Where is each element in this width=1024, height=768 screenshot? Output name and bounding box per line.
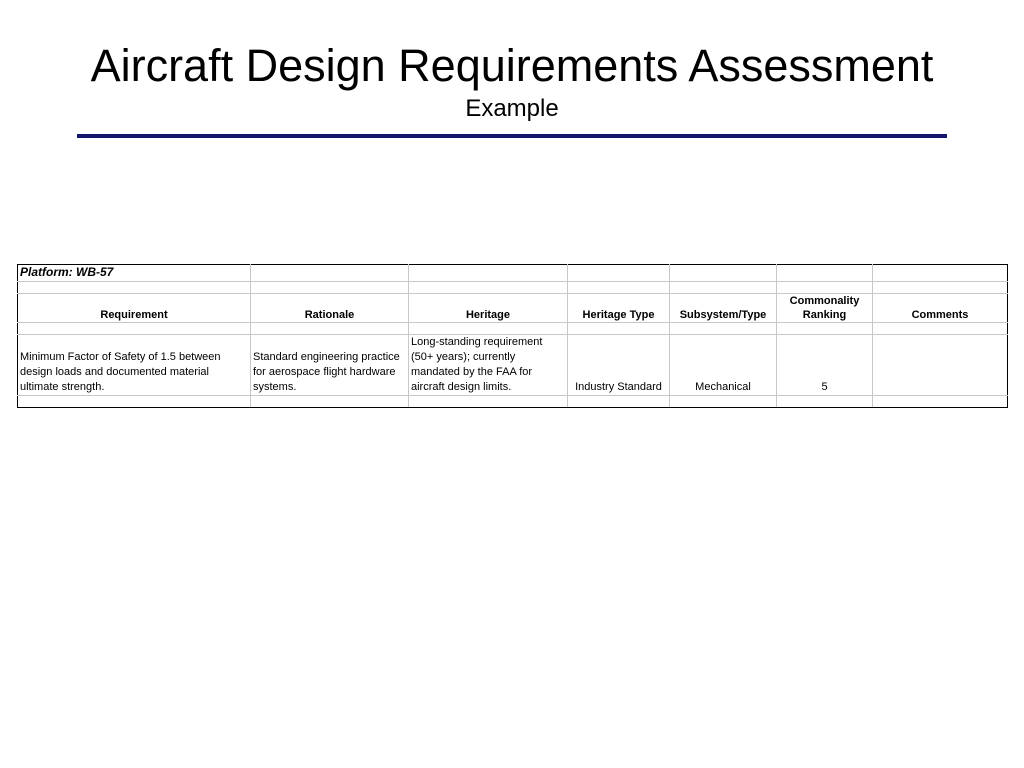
empty-cell[interactable] [873, 396, 1008, 408]
header-requirement[interactable]: Requirement [18, 294, 251, 323]
empty-cell[interactable] [670, 323, 777, 335]
header-comments[interactable]: Comments [873, 294, 1008, 323]
empty-cell[interactable] [873, 265, 1008, 282]
header-subsystem-type[interactable]: Subsystem/Type [670, 294, 777, 323]
comments-cell[interactable] [873, 335, 1008, 396]
header-rationale[interactable]: Rationale [251, 294, 409, 323]
empty-cell[interactable] [18, 323, 251, 335]
empty-cell[interactable] [670, 282, 777, 294]
heritage-cell[interactable]: Long-standing requirement (50+ years); currently mandated by the FAA for aircraft design limits. [409, 335, 568, 396]
spacer-row [18, 396, 1008, 408]
heritage-type-cell[interactable]: Industry Standard [568, 335, 670, 396]
empty-cell[interactable] [568, 323, 670, 335]
platform-cell[interactable] [18, 265, 251, 282]
header-heritage-type[interactable]: Heritage Type [568, 294, 670, 323]
spacer-row [18, 282, 1008, 294]
empty-cell[interactable] [777, 396, 873, 408]
empty-cell[interactable] [409, 323, 568, 335]
empty-cell[interactable] [251, 323, 409, 335]
empty-cell[interactable] [568, 282, 670, 294]
slide-title: Aircraft Design Requirements Assessment [90, 40, 934, 91]
requirements-table [17, 264, 1008, 408]
empty-cell[interactable] [777, 265, 873, 282]
header-heritage[interactable]: Heritage [409, 294, 568, 323]
empty-cell[interactable] [409, 282, 568, 294]
header-row [18, 294, 1008, 323]
empty-cell[interactable] [873, 282, 1008, 294]
empty-cell[interactable] [670, 396, 777, 408]
table-row [18, 335, 1008, 396]
empty-cell[interactable] [18, 282, 251, 294]
empty-cell[interactable] [251, 282, 409, 294]
empty-cell[interactable] [568, 396, 670, 408]
empty-cell[interactable] [568, 265, 670, 282]
slide-subtitle: Example [465, 95, 559, 122]
platform-row [18, 265, 1008, 282]
empty-cell[interactable] [251, 265, 409, 282]
empty-cell[interactable] [409, 396, 568, 408]
empty-cell[interactable] [873, 323, 1008, 335]
header-commonality-ranking[interactable]: Commonality Ranking [777, 294, 873, 323]
commonality-ranking-cell[interactable]: 5 [777, 335, 873, 396]
subsystem-type-cell[interactable]: Mechanical [670, 335, 777, 396]
spacer-row [18, 323, 1008, 335]
title-divider [77, 134, 947, 138]
empty-cell[interactable] [777, 282, 873, 294]
empty-cell[interactable] [409, 265, 568, 282]
empty-cell[interactable] [251, 396, 409, 408]
empty-cell[interactable] [777, 323, 873, 335]
platform-label: Platform: WB-57 [20, 265, 114, 279]
empty-cell[interactable] [670, 265, 777, 282]
rationale-cell[interactable]: Standard engineering practice for aerospace flight hardware systems. [251, 335, 409, 396]
empty-cell[interactable] [18, 396, 251, 408]
requirement-cell[interactable]: Minimum Factor of Safety of 1.5 between design loads and documented material ultimate strength. [18, 335, 251, 396]
